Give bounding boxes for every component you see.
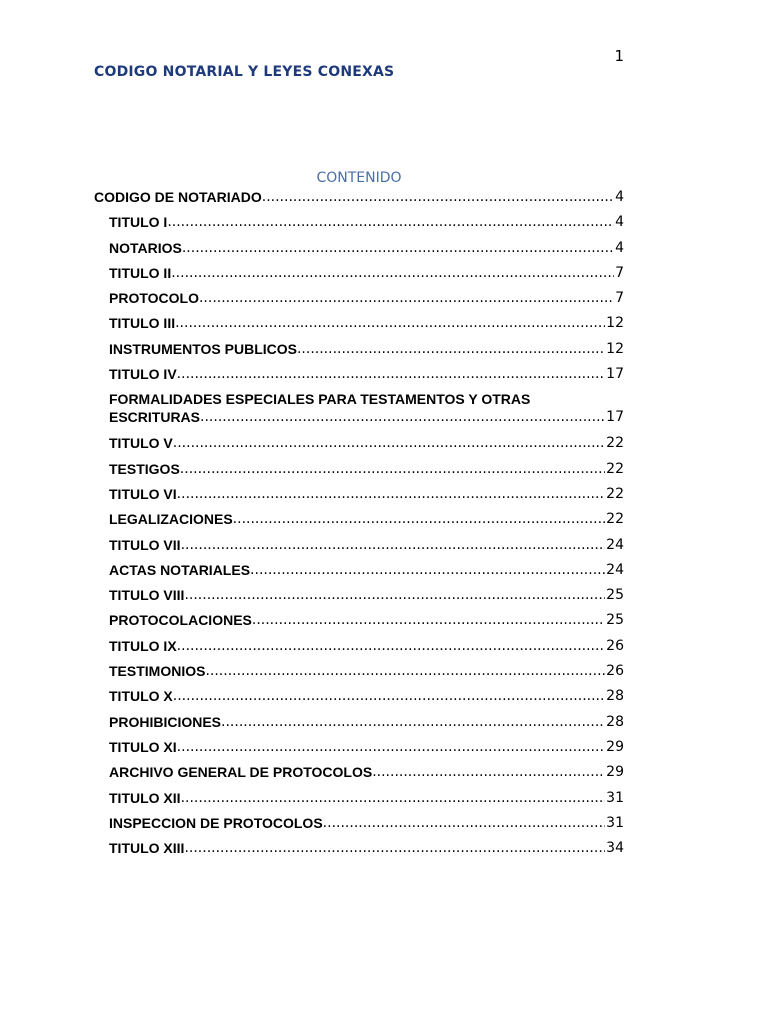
toc-entry-label: TITULO VII <box>109 536 181 553</box>
toc-entry-row <box>109 713 624 731</box>
toc-entry-page: 25 <box>606 612 624 629</box>
document-title: CODIGO NOTARIAL Y LEYES CONEXAS <box>94 64 395 80</box>
toc-entry-row <box>109 637 624 655</box>
toc-entry[interactable] <box>94 485 624 510</box>
toc-dot-leader <box>233 510 606 528</box>
toc-entry[interactable] <box>94 611 624 636</box>
toc-entry-row <box>109 264 624 282</box>
toc-entry-page: 12 <box>606 340 624 357</box>
toc-entry[interactable] <box>94 738 624 763</box>
toc-entry-label: TITULO XIII <box>109 840 185 857</box>
toc-entry-label: ACTAS NOTARIALES <box>109 561 251 578</box>
toc-entry-row <box>109 510 624 528</box>
toc-entry-page: 12 <box>606 315 624 332</box>
toc-entry-page: 17 <box>606 366 624 383</box>
toc-dot-leader <box>252 611 605 629</box>
toc-entry[interactable] <box>94 390 624 434</box>
toc-entry[interactable] <box>94 188 624 213</box>
toc-entry-row <box>109 536 624 554</box>
toc-entry-label: PROTOCOLACIONES <box>109 612 252 629</box>
toc-dot-leader <box>372 763 605 781</box>
toc-entry-page: 29 <box>606 738 624 755</box>
toc-entry-row <box>109 561 624 579</box>
toc-entry-row <box>109 289 624 307</box>
toc-entry[interactable] <box>94 536 624 561</box>
toc-entry-row <box>109 314 624 332</box>
toc-entry[interactable] <box>94 434 624 459</box>
toc-entry-page: 22 <box>606 460 624 477</box>
toc-entry[interactable] <box>94 763 624 788</box>
toc-dot-leader <box>171 264 614 282</box>
toc-entry[interactable] <box>94 264 624 289</box>
toc-dot-leader <box>173 434 605 452</box>
toc-dot-leader <box>182 239 614 257</box>
toc-entry-page: 4 <box>615 189 624 205</box>
toc-heading: CONTENIDO <box>316 170 402 186</box>
toc-dot-leader <box>184 586 605 604</box>
toc-entry-row <box>109 485 624 503</box>
toc-dot-leader <box>199 289 614 307</box>
toc-entry-page: 28 <box>606 688 624 705</box>
toc-entry-label: PROHIBICIONES <box>109 713 222 730</box>
toc-entry-row <box>109 687 624 705</box>
toc-dot-leader <box>173 687 605 705</box>
toc-entry-page: 7 <box>615 290 624 307</box>
toc-dot-leader <box>180 460 605 478</box>
toc-dot-leader <box>177 637 606 655</box>
toc-entry-label: TITULO X <box>109 688 173 705</box>
toc-entry[interactable] <box>94 365 624 390</box>
toc-entry-label: TITULO VIII <box>109 587 185 604</box>
toc-entry[interactable] <box>94 814 624 839</box>
toc-entry-label: NOTARIOS <box>109 239 182 256</box>
toc-entry-page: 22 <box>606 485 624 502</box>
toc-dot-leader <box>181 536 606 554</box>
toc-entry-page: 26 <box>606 663 624 680</box>
toc-entry-page: 34 <box>606 840 624 857</box>
toc-entry-page: 31 <box>606 789 624 806</box>
toc-entry[interactable] <box>94 561 624 586</box>
toc-dot-leader <box>250 561 605 579</box>
toc-entry-page: 22 <box>606 435 624 452</box>
toc-dot-leader <box>177 738 606 756</box>
toc-entry-page: 4 <box>615 214 624 231</box>
toc-entry-row <box>94 188 624 206</box>
toc-entry-row <box>109 814 624 832</box>
toc-dot-leader <box>175 314 605 332</box>
toc-entry-row <box>109 365 624 383</box>
toc-entry-row <box>109 408 624 426</box>
toc-entry[interactable] <box>94 687 624 712</box>
toc-entry-page: 28 <box>606 713 624 730</box>
toc-entry-row <box>109 662 624 680</box>
toc-dot-leader <box>177 485 606 503</box>
toc-entry-label: TITULO IV <box>109 366 177 383</box>
toc-entry-label: TESTIMONIOS <box>109 663 206 680</box>
page-number: 1 <box>614 47 624 65</box>
toc-entry[interactable] <box>94 213 624 238</box>
toc-entry-row <box>109 460 624 478</box>
toc-entry-page: 22 <box>606 511 624 528</box>
toc-dot-leader <box>323 814 606 832</box>
toc-entry[interactable] <box>94 289 624 314</box>
toc-entry-label: ESCRITURAS <box>109 409 201 426</box>
toc-dot-leader <box>205 662 605 680</box>
toc-entry-row <box>109 789 624 807</box>
toc-entry-row <box>109 586 624 604</box>
toc-entry-row <box>109 611 624 629</box>
toc-entry[interactable] <box>94 662 624 687</box>
toc-entry-page: 31 <box>606 814 624 831</box>
toc-entry-row <box>109 738 624 756</box>
toc-entry-row <box>109 340 624 358</box>
toc-entry-page: 17 <box>606 409 624 426</box>
toc-entry-row <box>109 239 624 257</box>
table-of-contents <box>94 188 624 864</box>
toc-entry-label: TITULO I <box>109 214 168 231</box>
toc-entry-row <box>109 839 624 857</box>
toc-entry[interactable] <box>94 239 624 264</box>
toc-entry-page: 29 <box>606 764 624 781</box>
toc-entry-label: CODIGO DE NOTARIADO <box>94 189 262 205</box>
toc-entry[interactable] <box>94 637 624 662</box>
toc-entry-label: TITULO V <box>109 435 173 452</box>
toc-dot-leader <box>184 839 605 857</box>
toc-entry-label: PROTOCOLO <box>109 290 199 307</box>
toc-entry[interactable] <box>94 314 624 339</box>
toc-entry-row <box>109 434 624 452</box>
toc-entry-label-line1: FORMALIDADES ESPECIALES PARA TESTAMENTOS Y OTRAS <box>109 391 531 408</box>
toc-entry-page: 25 <box>606 587 624 604</box>
toc-entry-label: TITULO XI <box>109 738 177 755</box>
toc-dot-leader <box>181 789 606 807</box>
toc-entry-page: 4 <box>615 239 624 256</box>
toc-entry[interactable] <box>94 586 624 611</box>
toc-entry-label: LEGALIZACIONES <box>109 511 233 528</box>
toc-entry-label: TITULO III <box>109 315 176 332</box>
toc-dot-leader <box>297 340 605 358</box>
toc-dot-leader <box>262 188 614 206</box>
toc-entry-label: TITULO IX <box>109 637 177 654</box>
toc-dot-leader <box>167 213 614 231</box>
toc-entry[interactable] <box>94 340 624 365</box>
toc-entry-label: INSPECCION DE PROTOCOLOS <box>109 814 323 831</box>
toc-dot-leader <box>177 365 606 383</box>
toc-entry[interactable] <box>94 789 624 814</box>
toc-dot-leader <box>221 713 605 731</box>
toc-entry-page: 7 <box>615 264 624 281</box>
toc-entry[interactable] <box>94 713 624 738</box>
toc-entry[interactable] <box>94 460 624 485</box>
toc-entry-row <box>109 213 624 231</box>
toc-entry-label: TITULO VI <box>109 485 177 502</box>
toc-entry-page: 24 <box>606 561 624 578</box>
toc-entry-label: TITULO II <box>109 264 172 281</box>
toc-entry-page: 26 <box>606 637 624 654</box>
toc-entry-label: TESTIGOS <box>109 460 180 477</box>
toc-entry-label: INSTRUMENTOS PUBLICOS <box>109 340 297 357</box>
toc-dot-leader <box>200 408 605 426</box>
toc-entry[interactable] <box>94 839 624 864</box>
toc-entry-page: 24 <box>606 536 624 553</box>
toc-entry[interactable] <box>94 510 624 535</box>
toc-entry-label: ARCHIVO GENERAL DE PROTOCOLOS <box>109 764 373 781</box>
toc-entry-row <box>109 763 624 781</box>
toc-entry-label: TITULO XII <box>109 789 181 806</box>
